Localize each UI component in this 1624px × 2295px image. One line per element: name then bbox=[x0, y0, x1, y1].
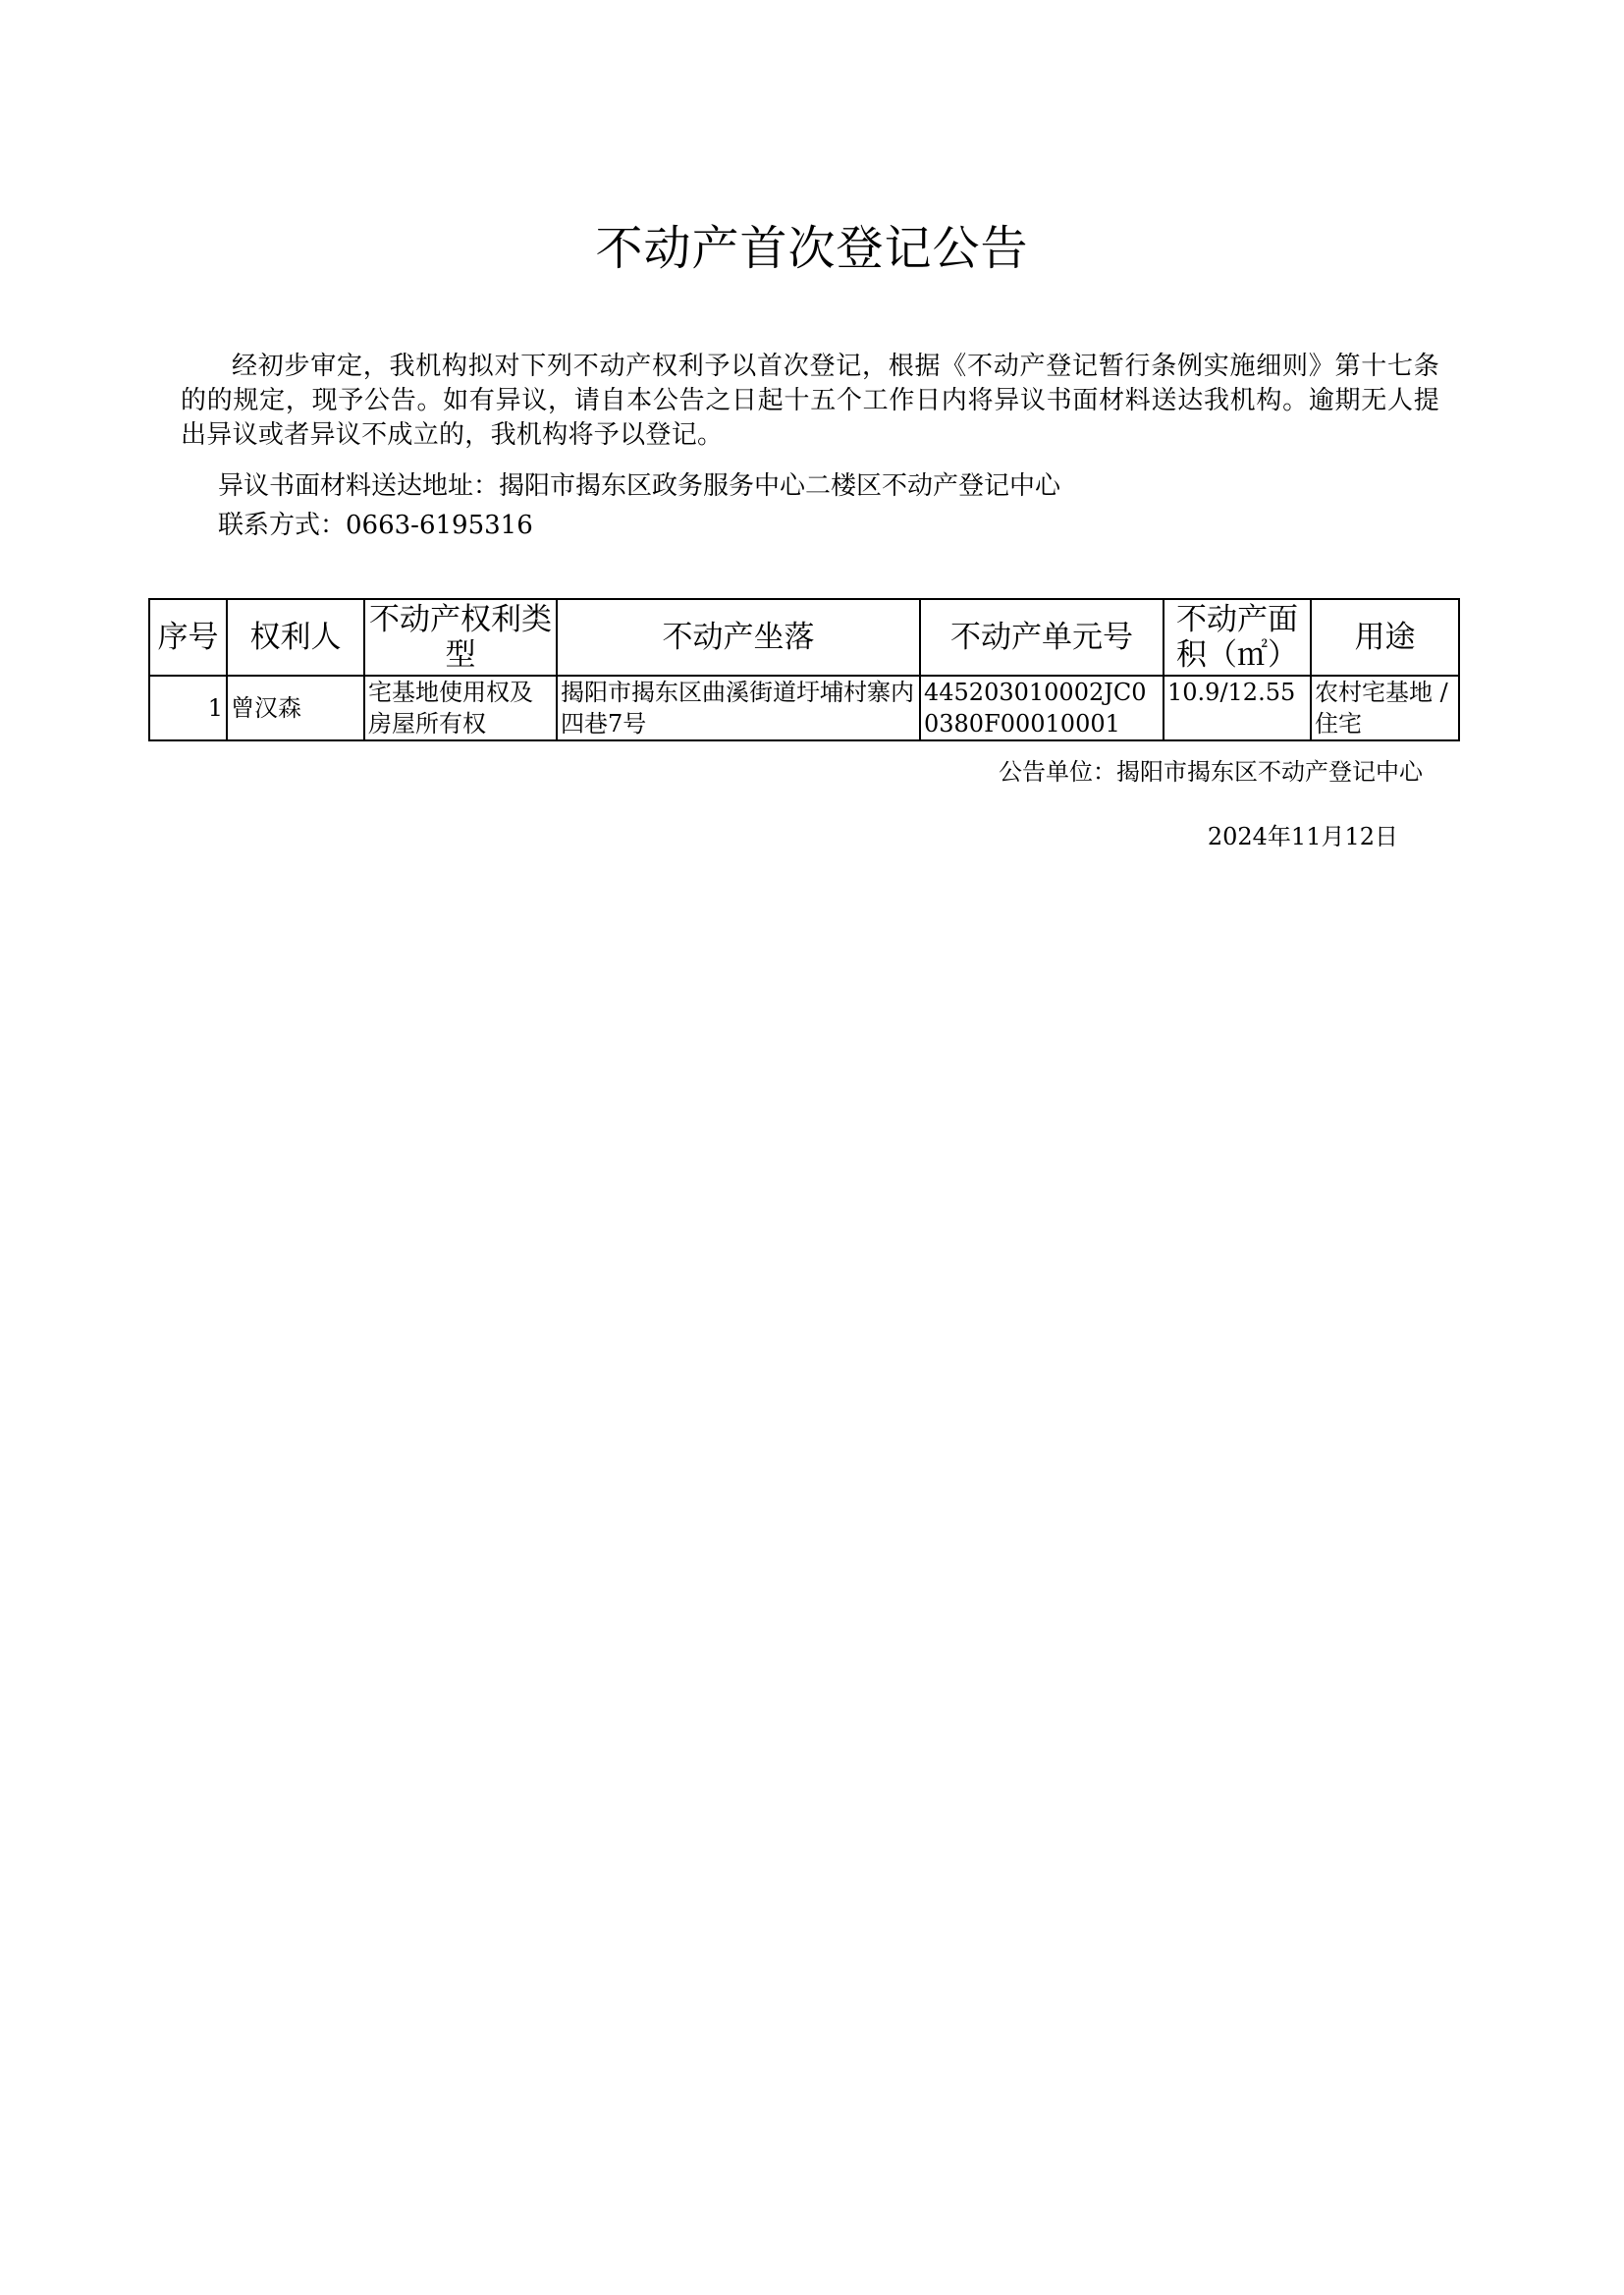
header-seq: 序号 bbox=[149, 599, 227, 676]
header-unit-number: 不动产单元号 bbox=[920, 599, 1164, 676]
cell-usage: 农村宅基地 / 住宅 bbox=[1311, 676, 1459, 740]
header-right-type: 不动产权利类型 bbox=[364, 599, 557, 676]
table-row bbox=[149, 676, 1459, 740]
cell-location: 揭阳市揭东区曲溪街道圩埔村寨内四巷7号 bbox=[557, 676, 920, 740]
cell-right-type: 宅基地使用权及房屋所有权 bbox=[364, 676, 557, 740]
registration-table bbox=[148, 598, 1460, 741]
notice-title: 不动产首次登记公告 bbox=[595, 221, 1029, 276]
notice-body-paragraph: 经初步审定，我机构拟对下列不动产权利予以首次登记，根据《不动产登记暂行条例实施细则》第十七条的的规定，现予公告。如有异议，请自本公告之日起十五个工作日内将异议书面材料送达我机构。逾期无人提出异议或者异议不成立的，我机构将予以登记。 bbox=[181, 352, 1439, 450]
cell-seq: 1 bbox=[149, 676, 227, 740]
header-area: 不动产面积（㎡） bbox=[1164, 599, 1311, 676]
header-usage: 用途 bbox=[1311, 599, 1459, 676]
notice-date: 2024年11月12日 bbox=[1207, 823, 1398, 850]
table-header-row bbox=[149, 599, 1459, 676]
contact-line: 联系方式：0663-6195316 bbox=[218, 511, 533, 540]
issuing-organization: 公告单位：揭阳市揭东区不动产登记中心 bbox=[999, 758, 1423, 786]
cell-unit-number: 445203010002JC00380F00010001 bbox=[920, 676, 1164, 740]
header-location: 不动产坐落 bbox=[557, 599, 920, 676]
cell-area: 10.9/12.55 bbox=[1164, 676, 1311, 740]
header-right-holder: 权利人 bbox=[227, 599, 364, 676]
cell-right-holder: 曾汉森 bbox=[227, 676, 364, 740]
objection-address-line: 异议书面材料送达地址：揭阳市揭东区政务服务中心二楼区不动产登记中心 bbox=[218, 471, 1061, 501]
